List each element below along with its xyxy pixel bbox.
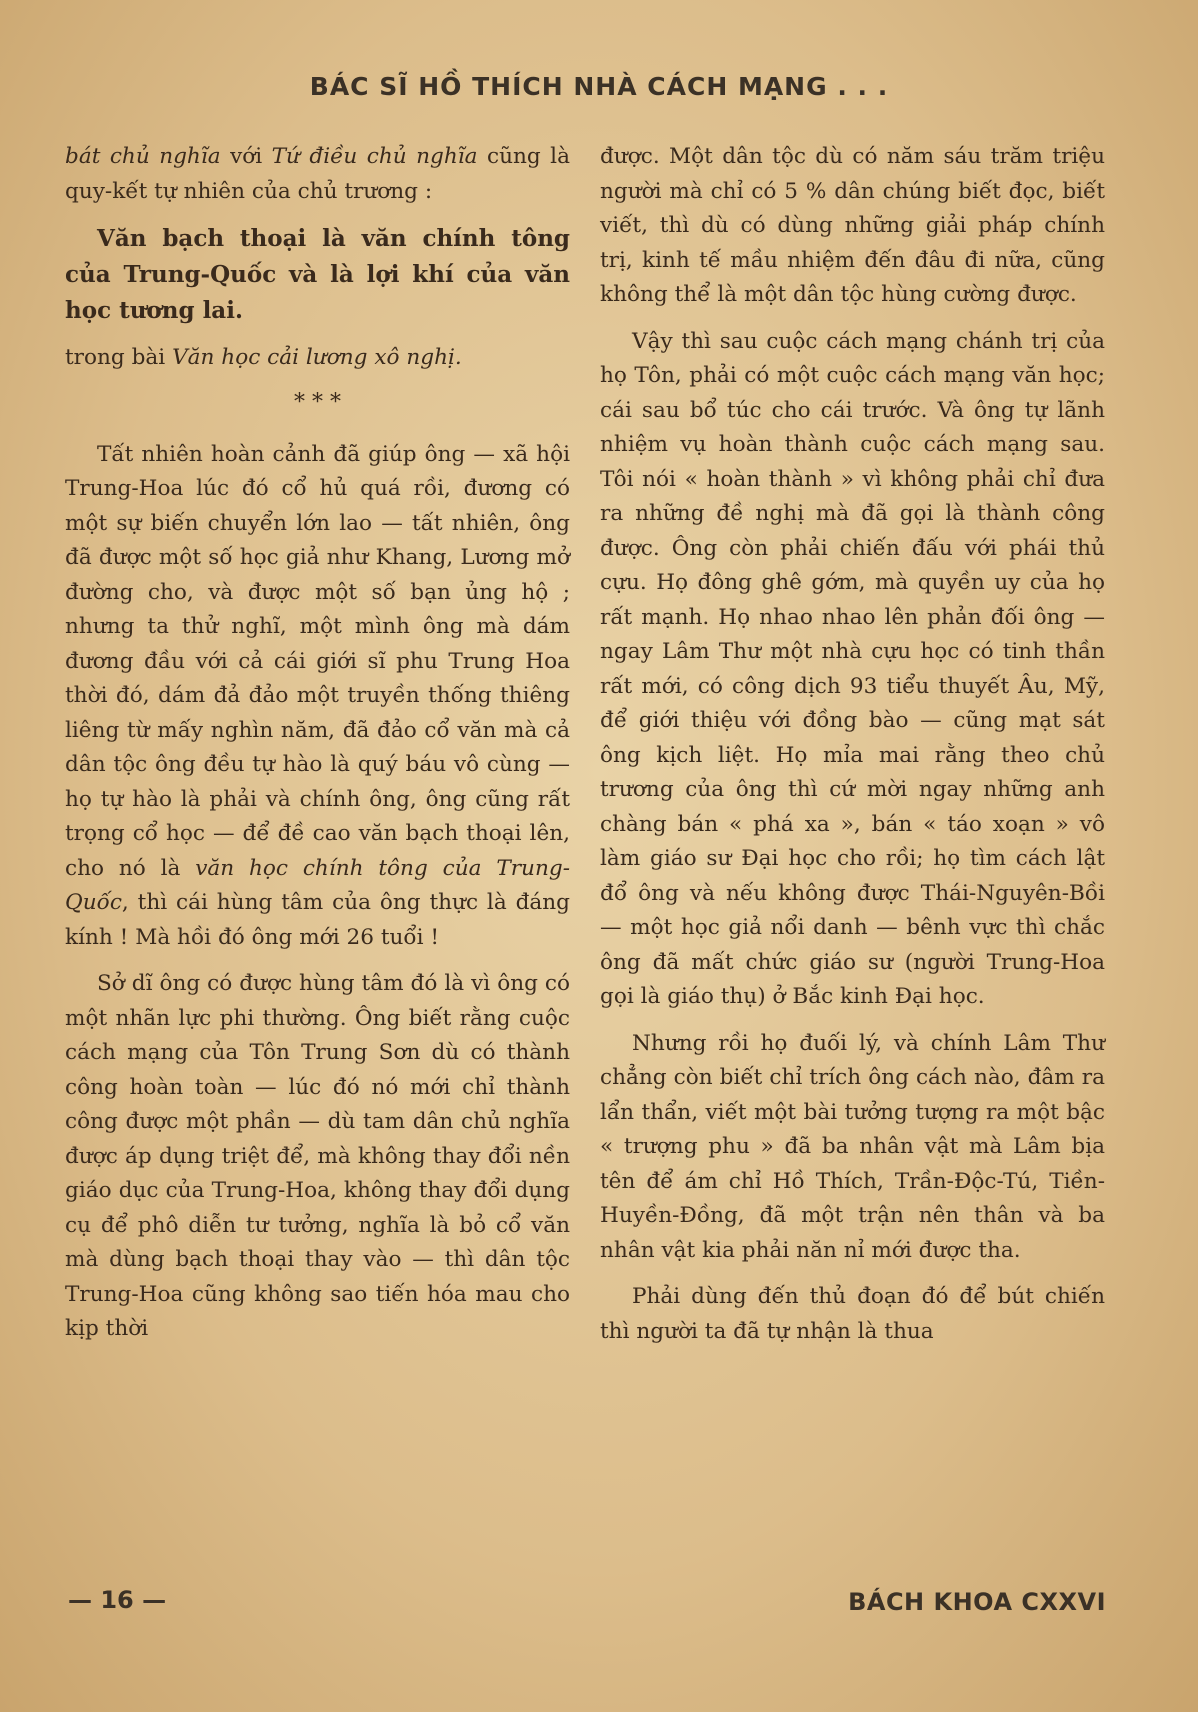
paragraph: [65, 438, 570, 956]
paragraph: được. Một dân tộc dù có năm sáu trăm triệu người mà chỉ có 5 % dân chúng biết đọc, biết viết, thì dù có dùng những giải pháp chính trị, kinh tế mầu nhiệm đến đâu đi nữa, cũng không thể là một dân tộc hùng cường được.: [600, 144, 1105, 307]
text: với: [220, 144, 272, 169]
publication-issue: BÁCH KHOA CXXVI: [848, 1588, 1106, 1616]
text: cũng là quy-kết tự nhiên của chủ trương :: [65, 144, 570, 204]
italic-title: Văn học cải lương xô nghị.: [172, 345, 462, 370]
italic-phrase: văn học chính tông của Trung-Quốc: [65, 855, 570, 915]
text: , thì cái hùng tâm của ông thực là đáng kính ! Mà hồi đó ông mới 26 tuổi !: [65, 890, 570, 950]
paragraph: Sở dĩ ông có được hùng tâm đó là vì ông có một nhãn lực phi thường. Ông biết rằng cuộc cách mạng của Tôn Trung Sơn dù có thành công hoàn toàn — lúc đó nó mới chỉ thành công được một phần — dù tam dân chủ nghĩa được áp dụng triệt để, mà không thay đổi nền giáo dục của Trung-Hoa, không thay đổi dụng cụ để phô diễn tư tưởng, nghĩa là bỏ cổ văn mà dùng bạch thoại thay vào — thì dân tộc Trung-Hoa cũng không sao tiến hóa mau cho kịp thời: [65, 971, 570, 1341]
text: Tất nhiên hoàn cảnh đã giúp ông — xã hội Trung-Hoa lúc đó cổ hủ quá rồi, đương có một sự biến chuyển lớn lao — tất nhiên, ông đã được một số học giả như Khang, Lương mở đường cho, và được một số bạn ủng hộ ; nhưng ta thử nghĩ, một mình ông mà dám đương đầu với cả cái giới sĩ phu Trung Hoa thời đó, dám đả đảo một truyền thống thiêng liêng từ mấy nghìn năm, đã đảo cổ văn mà cả dân tộc ông đều tự hào là quý báu vô cùng — họ tự hào là phải và chính ông, ông cũng rất trọng cổ học — để đề cao văn bạch thoại lên, cho nó là: [65, 441, 570, 881]
italic-title: bát chủ nghĩa: [65, 144, 221, 169]
running-header: BÁC SĨ HỒ THÍCH NHÀ CÁCH MẠNG . . .: [309, 72, 889, 101]
page-number: — 16 —: [68, 1586, 167, 1614]
paragraph: [65, 341, 570, 376]
italic-title: Tứ điều chủ nghĩa: [271, 144, 478, 169]
section-separator: * * *: [294, 389, 341, 415]
paragraph: Nhưng rồi họ đuối lý, và chính Lâm Thư chẳng còn biết chỉ trích ông cách nào, đâm ra lẩn thẩn, viết một bài tưởng tượng ra một bậc « trượng phu » đã ba nhân vật mà Lâm bịa tên để ám chỉ Hồ Thích, Trần-Độc-Tú, Tiền-Huyền-Đồng, đã một trận nên thân và ba nhân vật kia phải năn nỉ mới được tha.: [600, 1030, 1105, 1263]
bold-quote: Văn bạch thoại là văn chính tông của Trung-Quốc và là lợi khí của văn học tương lai.: [65, 225, 570, 324]
left-column: [65, 140, 570, 1359]
text: trong bài: [65, 345, 173, 370]
paragraph: [65, 140, 570, 209]
right-column: [600, 140, 1105, 1361]
paragraph: Phải dùng đến thủ đoạn đó để bút chiến thì người ta đã tự nhận là thua: [600, 1284, 1105, 1344]
paragraph: Vậy thì sau cuộc cách mạng chánh trị của họ Tôn, phải có một cuộc cách mạng văn học; cái sau bổ túc cho cái trước. Và ông tự lãnh nhiệm vụ hoàn thành cuộc cách mạng sau. Tôi nói « hoàn thành » vì không phải chỉ đưa ra những đề nghị mà đã gọi là thành công được. Ông còn phải chiến đấu với phái thủ cựu. Họ đông ghê gớm, mà quyền uy của họ rất mạnh. Họ nhao nhao lên phản đối ông — ngay Lâm Thư một nhà cựu học có tinh thần rất mới, có công dịch 93 tiểu thuyết Âu, Mỹ, để giới thiệu với đồng bào — cũng mạt sát ông kịch liệt. Họ mỉa mai rằng theo chủ trương của ông thì cứ mời ngay những anh chàng bán « phá xa », bán « táo xoạn » vô làm giáo sư Đại học cho rồi; họ tìm cách lật đổ ông và nếu không được Thái-Nguyên-Bồi — một học giả nổi danh — bênh vực thì chắc ông đã mất chức giáo sư (người Trung-Hoa gọi là giáo thụ) ở Bắc kinh Đại học.: [600, 328, 1105, 1009]
